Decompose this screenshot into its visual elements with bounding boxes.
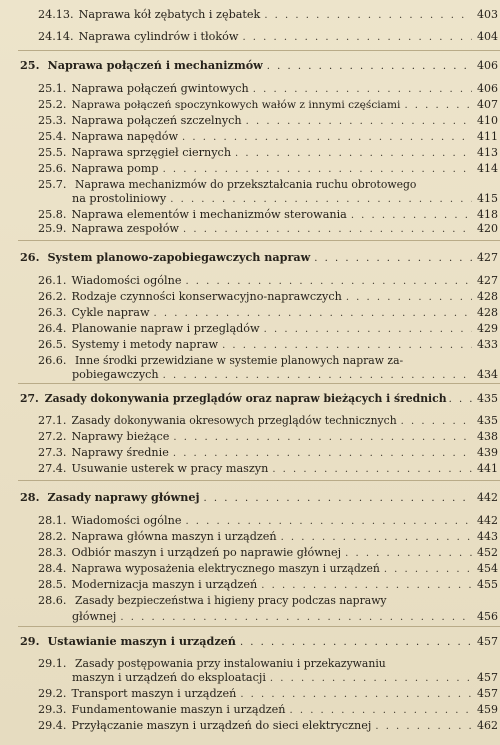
toc-entry-25-1: [38, 82, 498, 96]
chapter-title: Naprawa połączeń i mechanizmów: [47, 58, 263, 72]
entry-page: 429: [477, 322, 498, 335]
leader-dots: [170, 193, 472, 206]
entry-title: Rodzaje czynności konserwacyjno-naprawczych: [71, 290, 342, 303]
toc-chapter-29: [20, 634, 498, 648]
toc-entry-25-7-line2: [72, 192, 498, 206]
entry-number: 24.13.: [38, 8, 74, 21]
entry-number: 25.2.: [38, 98, 67, 111]
toc-entry-27-2: [38, 430, 498, 444]
leader-dots: [401, 415, 472, 428]
entry-page: 404: [477, 30, 498, 43]
toc-entry-25-7-line1: [38, 178, 416, 191]
entry-page: 443: [477, 530, 498, 543]
entry-number: 28.1.: [38, 514, 67, 527]
entry-title: Usuwanie usterek w pracy maszyn: [71, 462, 269, 475]
entry-title: Naprawa cylindrów i tłoków: [78, 30, 239, 43]
entry-title: Naprawa elementów i mechanizmów sterowania: [71, 208, 347, 221]
leader-dots: [154, 307, 472, 320]
entry-page: 427: [477, 274, 498, 287]
chapter-title: Ustawianie maszyn i urządzeń: [47, 634, 236, 648]
entry-page: 457: [477, 671, 498, 684]
chapter-page: 427: [477, 251, 498, 264]
chapter-number: 25.: [20, 58, 40, 72]
entry-title: Systemy i metody napraw: [71, 338, 219, 351]
entry-page: 455: [477, 578, 498, 591]
toc-entry-28-2: [38, 530, 498, 544]
leader-dots: [261, 579, 472, 592]
toc-entry-29-4: [38, 719, 498, 733]
toc-entry-25-3: [38, 114, 498, 128]
entry-title: Naprawa połączeń gwintowych: [71, 82, 249, 95]
entry-page: 459: [477, 703, 498, 716]
entry-number: 29.2.: [38, 687, 67, 700]
toc-entry-25-4: [38, 130, 498, 144]
toc-entry-29-1-line2: [72, 671, 498, 685]
entry-page: 403: [477, 8, 498, 21]
entry-title: Naprawa kół zębatych i zębatek: [78, 8, 261, 21]
entry-number: 27.2.: [38, 430, 67, 443]
entry-page: 420: [477, 222, 498, 235]
entry-title: Naprawa połączeń spoczynkowych wałów z innymi częściami: [71, 99, 401, 111]
entry-title: Naprawa połączeń szczelnych: [71, 114, 242, 127]
entry-page: 439: [477, 446, 498, 459]
entry-title: Naprawa główna maszyn i urządzeń: [71, 530, 277, 543]
entry-page: 433: [477, 338, 498, 351]
toc-entry-27-4: [38, 462, 498, 476]
leader-dots: [264, 9, 472, 22]
divider: [18, 383, 500, 384]
entry-title: Naprawy bieżące: [71, 430, 170, 443]
entry-title-line1: Inne środki przewidziane w systemie planowych napraw za-: [75, 354, 404, 367]
entry-title: Cykle napraw: [71, 306, 150, 319]
leader-dots: [351, 209, 472, 222]
toc-entry-26-5: [38, 338, 498, 352]
entry-title: Odbiór maszyn i urządzeń po naprawie głównej: [71, 546, 342, 559]
chapter-title: Zasady dokonywania przeglądów oraz napraw bieżących i średnich: [44, 392, 447, 405]
leader-dots: [314, 253, 472, 264]
entry-title: Naprawa sprzęgieł ciernych: [71, 146, 232, 159]
chapter-title: Zasady naprawy głównej: [47, 490, 200, 504]
entry-title: Zasady dokonywania okresowych przeglądów technicznych: [71, 414, 397, 427]
divider: [18, 240, 500, 241]
toc-entry-24-14: [38, 30, 498, 44]
entry-page: 411: [477, 130, 498, 143]
toc-entry-28-6-line1: [38, 594, 387, 607]
leader-dots: [163, 369, 472, 382]
entry-page: 442: [477, 514, 498, 527]
entry-page: 418: [477, 208, 498, 221]
leader-dots: [246, 115, 472, 128]
entry-title: Fundamentowanie maszyn i urządzeń: [71, 703, 286, 716]
entry-page: 434: [477, 368, 498, 381]
leader-dots: [346, 291, 472, 304]
entry-number: 25.8.: [38, 208, 67, 221]
entry-page: 452: [477, 546, 498, 559]
toc-entry-27-1: [38, 414, 498, 428]
leader-dots: [185, 515, 472, 528]
entry-number: 28.4.: [38, 562, 67, 575]
entry-number: 28.6.: [38, 594, 67, 607]
entry-title: Wiadomości ogólne: [71, 274, 182, 287]
entry-title-line1: Zasady postępowania przy instalowaniu i przekazywaniu: [75, 657, 386, 670]
leader-dots: [272, 463, 472, 476]
entry-title: Planowanie napraw i przeglądów: [71, 322, 260, 335]
toc-entry-28-1: [38, 514, 498, 528]
chapter-page: 435: [477, 392, 498, 405]
entry-number: 27.4.: [38, 462, 67, 475]
toc-entry-25-5: [38, 146, 498, 160]
entry-title-line2: na prostoliniowy: [72, 192, 167, 205]
entry-page: 410: [477, 114, 498, 127]
entry-title-line1: Zasady bezpieczeństwa i higieny pracy podczas naprawy: [75, 594, 387, 607]
chapter-title: System planowo-zapobiegawczych napraw: [47, 250, 311, 264]
toc-entry-28-4: [38, 562, 498, 576]
leader-dots: [183, 223, 472, 236]
toc-entry-29-3: [38, 703, 498, 717]
entry-number: 26.1.: [38, 274, 67, 287]
leader-dots: [404, 99, 472, 112]
leader-dots: [264, 323, 472, 336]
entry-title: Naprawa napędów: [71, 130, 179, 143]
entry-title: Naprawy średnie: [71, 446, 169, 459]
entry-title-line2: głównej: [72, 610, 117, 623]
entry-number: 28.2.: [38, 530, 67, 543]
entry-page: 428: [477, 306, 498, 319]
leader-dots: [449, 394, 474, 405]
toc-entry-24-13: [38, 8, 498, 22]
entry-number: 25.7.: [38, 178, 67, 191]
leader-dots: [240, 688, 472, 701]
toc-entry-26-2: [38, 290, 498, 304]
leader-dots: [267, 61, 472, 72]
entry-title: Naprawa zespołów: [71, 222, 180, 235]
entry-number: 25.4.: [38, 130, 67, 143]
entry-number: 29.1.: [38, 657, 67, 670]
entry-number: 28.5.: [38, 578, 67, 591]
toc-entry-26-1: [38, 274, 498, 288]
entry-page: 415: [477, 192, 498, 205]
leader-dots: [281, 531, 472, 544]
leader-dots: [384, 563, 472, 576]
entry-page: 428: [477, 290, 498, 303]
toc-chapter-25: [20, 58, 498, 72]
toc-entry-26-6-line1: [38, 354, 403, 367]
entry-number: 25.5.: [38, 146, 67, 159]
leader-dots: [204, 493, 472, 504]
chapter-page: 406: [477, 59, 498, 72]
chapter-number: 27.: [20, 392, 39, 405]
entry-number: 29.4.: [38, 719, 67, 732]
leader-dots: [235, 147, 472, 160]
entry-page: 406: [477, 82, 498, 95]
entry-number: 26.3.: [38, 306, 67, 319]
toc-chapter-28: [20, 490, 498, 504]
entry-number: 27.1.: [38, 414, 67, 427]
entry-number: 27.3.: [38, 446, 67, 459]
entry-number: 26.2.: [38, 290, 67, 303]
toc-entry-28-5: [38, 578, 498, 592]
toc-chapter-27: [20, 392, 498, 405]
entry-title: Przyłączanie maszyn i urządzeń do sieci elektrycznej: [71, 719, 372, 732]
entry-page: 457: [477, 687, 498, 700]
entry-page: 413: [477, 146, 498, 159]
leader-dots: [182, 131, 472, 144]
leader-dots: [375, 720, 472, 733]
leader-dots: [253, 83, 472, 96]
chapter-page: 457: [477, 635, 498, 648]
entry-number: 25.6.: [38, 162, 67, 175]
entry-title-line2: maszyn i urządzeń do eksploatacji: [72, 671, 266, 684]
entry-number: 26.5.: [38, 338, 67, 351]
divider: [18, 626, 500, 627]
toc-entry-25-8: [38, 208, 498, 222]
toc-entry-25-9: [38, 222, 498, 236]
chapter-number: 29.: [20, 634, 40, 648]
entry-number: 25.9.: [38, 222, 67, 235]
entry-page: 441: [477, 462, 498, 475]
entry-title-line2: pobiegawczych: [72, 368, 159, 381]
toc-entry-26-6-line2: [72, 368, 498, 382]
entry-page: 414: [477, 162, 498, 175]
entry-number: 26.6.: [38, 354, 67, 367]
entry-page: 438: [477, 430, 498, 443]
chapter-number: 26.: [20, 250, 40, 264]
entry-page: 454: [477, 562, 498, 575]
chapter-number: 28.: [20, 490, 40, 504]
toc-entry-26-3: [38, 306, 498, 320]
leader-dots: [270, 672, 472, 685]
toc-entry-25-6: [38, 162, 498, 176]
entry-number: 25.1.: [38, 82, 67, 95]
toc-entry-27-3: [38, 446, 498, 460]
leader-dots: [120, 611, 472, 624]
toc-entry-29-2: [38, 687, 498, 701]
entry-page: 435: [477, 414, 498, 427]
leader-dots: [173, 447, 472, 460]
leader-dots: [289, 704, 472, 717]
entry-title-line1: Naprawa mechanizmów do przekształcania ruchu obrotowego: [75, 178, 417, 191]
entry-title: Naprawa pomp: [71, 162, 159, 175]
entry-number: 26.4.: [38, 322, 67, 335]
leader-dots: [240, 637, 472, 648]
entry-title: Naprawa wyposażenia elektrycznego maszyn i urządzeń: [71, 562, 380, 575]
toc-entry-26-4: [38, 322, 498, 336]
entry-page: 407: [477, 98, 498, 111]
entry-number: 29.3.: [38, 703, 67, 716]
chapter-page: 442: [477, 491, 498, 504]
divider: [18, 50, 500, 51]
entry-page: 456: [477, 610, 498, 623]
leader-dots: [185, 275, 472, 288]
divider: [18, 480, 500, 481]
entry-number: 25.3.: [38, 114, 67, 127]
entry-title: Transport maszyn i urządzeń: [71, 687, 237, 700]
toc-entry-25-2: [38, 98, 498, 112]
leader-dots: [345, 547, 472, 560]
leader-dots: [242, 31, 472, 44]
entry-number: 24.14.: [38, 30, 74, 43]
leader-dots: [163, 163, 472, 176]
toc-entry-29-1-line1: [38, 657, 386, 670]
entry-number: 28.3.: [38, 546, 67, 559]
entry-title: Wiadomości ogólne: [71, 514, 182, 527]
entry-page: 462: [477, 719, 498, 732]
leader-dots: [173, 431, 472, 444]
toc-chapter-26: [20, 250, 498, 264]
toc-entry-28-3: [38, 546, 498, 560]
toc-entry-28-6-line2: [72, 610, 498, 624]
entry-title: Modernizacja maszyn i urządzeń: [71, 578, 258, 591]
leader-dots: [222, 339, 472, 352]
